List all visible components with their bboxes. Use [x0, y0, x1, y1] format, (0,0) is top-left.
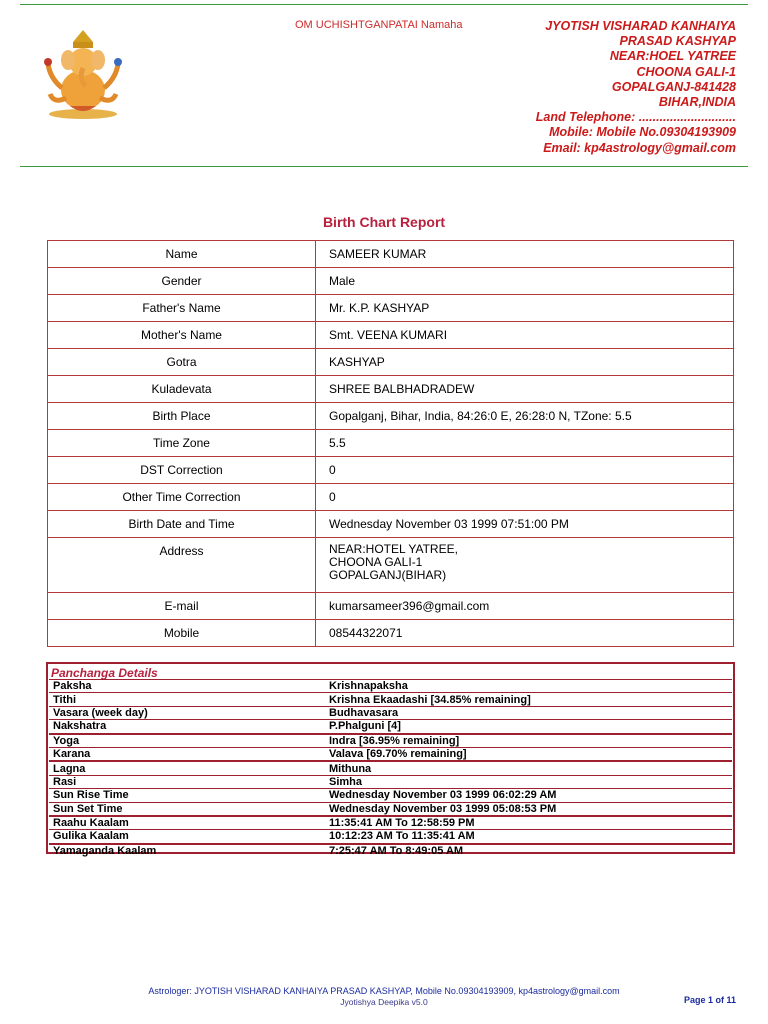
row-value: SAMEER KUMAR — [316, 241, 734, 268]
row-label: Other Time Correction — [48, 484, 316, 511]
table-row — [48, 403, 734, 430]
table-row — [49, 734, 732, 748]
table-row — [49, 844, 732, 857]
row-label: Gotra — [48, 349, 316, 376]
top-divider — [20, 4, 748, 5]
table-row — [49, 775, 732, 788]
land-telephone: Land Telephone: ............................ — [535, 110, 736, 125]
row-label: Mobile — [48, 620, 316, 647]
row-value: 11:35:41 AM To 12:58:59 PM — [325, 816, 732, 830]
table-row — [48, 322, 734, 349]
mobile-number: Mobile: Mobile No.09304193909 — [549, 125, 736, 140]
row-label: Vasara (week day) — [49, 706, 325, 719]
row-value: Wednesday November 03 1999 06:02:29 AM — [325, 789, 732, 802]
row-value: Wednesday November 03 1999 05:08:53 PM — [325, 802, 732, 816]
address-value-line: GOPALGANJ(BIHAR) — [329, 568, 447, 582]
table-row — [48, 511, 734, 538]
row-label: Yamaganda Kaalam — [49, 844, 325, 857]
row-label: Gender — [48, 268, 316, 295]
row-value: Indra [36.95% remaining] — [325, 734, 732, 748]
row-label: Tithi — [49, 693, 325, 706]
report-title: Birth Chart Report — [322, 214, 446, 230]
row-label: Birth Place — [48, 403, 316, 430]
row-value: SHREE BALBHADRADEW — [316, 376, 734, 403]
panchanga-title: Panchanga Details — [51, 666, 158, 680]
row-value: Gopalganj, Bihar, India, 84:26:0 E, 26:28:0 N, TZone: 5.5 — [316, 403, 734, 430]
row-label: Address — [48, 538, 316, 593]
table-row — [49, 761, 732, 775]
table-row — [49, 720, 732, 734]
page-number: Page 1 of 11 — [683, 995, 736, 1005]
address-line: CHOONA GALI-1 — [636, 64, 736, 79]
row-value: 0 — [316, 457, 734, 484]
row-value: Simha — [325, 775, 732, 788]
row-label: Yoga — [49, 734, 325, 748]
ganesha-image — [40, 28, 126, 120]
row-value: Mithuna — [325, 761, 732, 775]
row-label: Raahu Kaalam — [49, 816, 325, 830]
row-value: KASHYAP — [316, 349, 734, 376]
table-row — [49, 789, 732, 802]
table-row — [48, 349, 734, 376]
table-row — [48, 538, 734, 593]
row-value: 08544322071 — [316, 620, 734, 647]
table-row — [48, 295, 734, 322]
row-label: Rasi — [49, 775, 325, 788]
email-value[interactable]: kumarsameer396@gmail.com — [316, 593, 734, 620]
email-address[interactable]: Email: kp4astrology@gmail.com — [543, 140, 736, 155]
panchanga-details-box — [46, 662, 735, 857]
astrologer-address-block — [536, 19, 736, 156]
table-row — [49, 706, 732, 719]
address-value — [316, 538, 734, 593]
row-label: Birth Date and Time — [48, 511, 316, 538]
address-value-line: CHOONA GALI-1 — [329, 555, 423, 569]
address-line: PRASAD KASHYAP — [619, 34, 736, 49]
row-label: DST Correction — [48, 457, 316, 484]
footer-astrologer-line: Astrologer: JYOTISH VISHARAD KANHAIYA PRASAD KASHYAP, Mobile No.09304193909, kp4astrology@gmail.com — [148, 986, 620, 996]
row-label: Nakshatra — [49, 720, 325, 734]
panchanga-table — [49, 679, 732, 857]
table-row — [48, 593, 734, 620]
table-row — [49, 802, 732, 816]
address-value-line: NEAR:HOTEL YATREE, — [329, 542, 458, 556]
row-value: P.Phalguni [4] — [325, 720, 732, 734]
row-label: Father's Name — [48, 295, 316, 322]
row-label: Sun Set Time — [49, 802, 325, 816]
footer-software-line: Jyotishya Deepika v5.0 — [340, 997, 428, 1007]
row-value: Budhavasara — [325, 706, 732, 719]
row-label: Mother's Name — [48, 322, 316, 349]
row-label: E-mail — [48, 593, 316, 620]
row-value: Krishna Ekaadashi [34.85% remaining] — [325, 693, 732, 706]
row-value: Krishnapaksha — [325, 680, 732, 693]
row-value: Smt. VEENA KUMARI — [316, 322, 734, 349]
table-row — [49, 693, 732, 706]
row-label: Name — [48, 241, 316, 268]
row-label: Paksha — [49, 680, 325, 693]
row-label: Kuladevata — [48, 376, 316, 403]
table-row — [48, 620, 734, 647]
header-divider — [20, 166, 748, 167]
row-label: Sun Rise Time — [49, 789, 325, 802]
address-line: JYOTISH VISHARAD KANHAIYA — [545, 19, 736, 33]
row-value: Mr. K.P. KASHYAP — [316, 295, 734, 322]
table-row — [49, 680, 732, 693]
address-line: NEAR:HOEL YATREE — [609, 49, 736, 64]
table-row — [49, 747, 732, 761]
table-row — [48, 241, 734, 268]
address-line: BIHAR,INDIA — [658, 95, 736, 110]
table-row — [49, 816, 732, 830]
row-value: Valava [69.70% remaining] — [325, 747, 732, 761]
address-line: GOPALGANJ-841428 — [611, 79, 736, 94]
page-footer — [0, 986, 768, 1008]
table-row — [48, 268, 734, 295]
row-value: Male — [316, 268, 734, 295]
table-row — [48, 457, 734, 484]
row-label: Gulika Kaalam — [49, 830, 325, 844]
mantra-text: OM UCHISHTGANPATAI Namaha — [295, 19, 463, 31]
table-row — [49, 830, 732, 844]
row-value: 10:12:23 AM To 11:35:41 AM — [325, 830, 732, 844]
row-value: 0 — [316, 484, 734, 511]
table-row — [48, 484, 734, 511]
row-label: Karana — [49, 747, 325, 761]
row-value: 5.5 — [316, 430, 734, 457]
row-label: Time Zone — [48, 430, 316, 457]
row-value: Wednesday November 03 1999 07:51:00 PM — [316, 511, 734, 538]
row-label: Lagna — [49, 761, 325, 775]
table-row — [48, 376, 734, 403]
row-value: 7:25:47 AM To 8:49:05 AM — [325, 844, 732, 857]
birth-details-table — [47, 240, 734, 647]
table-row — [48, 430, 734, 457]
